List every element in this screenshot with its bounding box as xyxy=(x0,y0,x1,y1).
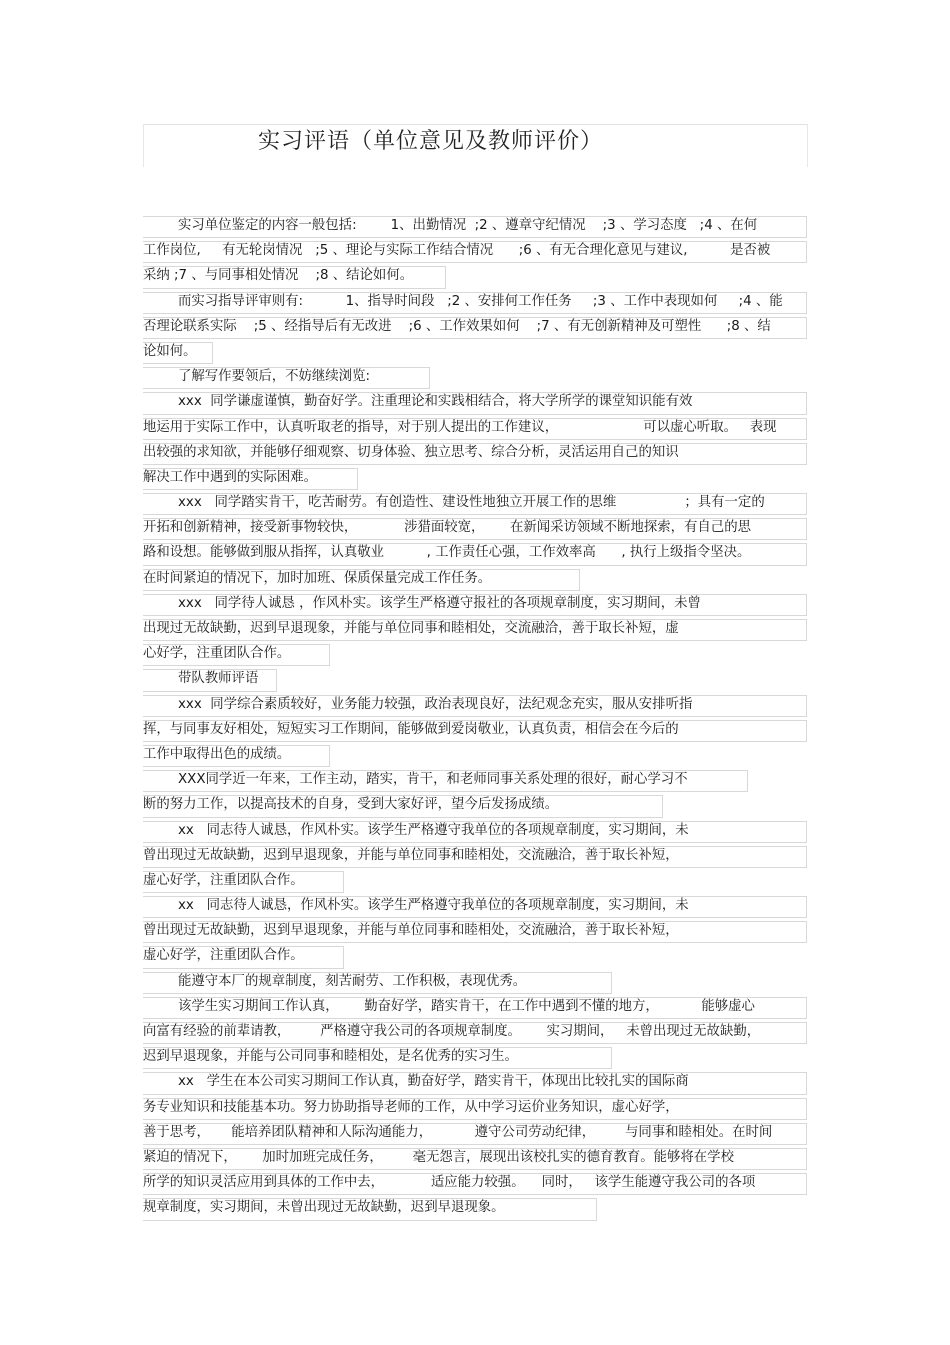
text-line: 向富有经验的前辈请教， 严格遵守我公司的各项规章制度。 实习期间， 未曾出现过无故缺勤， xyxy=(143,1020,807,1045)
text-line: 在时间紧迫的情况下，加时加班、保质保量完成工作任务。 xyxy=(143,567,807,592)
text-line: 虚心好学，注重团队合作。 xyxy=(143,869,807,894)
text-line: 虚心好学，注重团队合作。 xyxy=(143,944,807,969)
section-heading: 带队教师评语 xyxy=(143,667,807,692)
text-line: 论如何。 xyxy=(143,340,807,365)
text-line: 断的努力工作，以提高技术的自身，受到大家好评，望今后发扬成绩。 xyxy=(143,793,807,818)
text-line: 迟到早退现象，并能与公司同事和睦相处，是名优秀的实习生。 xyxy=(143,1045,807,1070)
text-line: 规章制度，实习期间，未曾出现过无故缺勤，迟到早退现象。 xyxy=(143,1196,807,1221)
text-line: 曾出现过无故缺勤，迟到早退现象，并能与单位同事和睦相处，交流融洽，善于取长补短， xyxy=(143,919,807,944)
text-line: 工作岗位, 有无轮岗情况 ;5 、理论与实际工作结合情况 ;6 、有无合理化意见与建议, 是否被 xyxy=(143,239,807,264)
text-line: 善于思考， 能培养团队精神和人际沟通能力， 遵守公司劳动纪律， 与同事和睦相处。在时间 xyxy=(143,1121,807,1146)
text-line: xxx 同学待人诚恳 ，作风朴实。该学生严格遵守报社的各项规章制度，实习期间，未曾 xyxy=(143,592,807,617)
text-line: 路和设想。能够做到服从指挥，认真敬业 , 工作责任心强，工作效率高 , 执行上级指令坚决。 xyxy=(143,541,807,566)
page-title: 实习评语（单位意见及教师评价） xyxy=(258,129,604,154)
text-line: 否理论联系实际 ;5 、经指导后有无改进 ;6 、工作效果如何 ;7 、有无创新精神及可塑性 ;8 、结 xyxy=(143,315,807,340)
text-line: xxx 同学综合素质较好，业务能力较强，政治表现良好，法纪观念充实，服从安排听指 xyxy=(143,693,807,718)
text-line: 开拓和创新精神，接受新事物较快， 涉猎面较宽， 在新闻采访领域不断地探索，有自己的思 xyxy=(143,516,807,541)
text-line: xx 同志待人诚恳，作风朴实。该学生严格遵守我单位的各项规章制度，实习期间，未 xyxy=(143,894,807,919)
text-line: 而实习指导评审则有: 1、指导时间段 ;2 、安排何工作任务 ;3 、工作中表现如何 ;4 、能 xyxy=(143,290,807,315)
text-line: 心好学，注重团队合作。 xyxy=(143,642,807,667)
text-line: xx 学生在本公司实习期间工作认真，勤奋好学，踏实肯干，体现出比较扎实的国际商 xyxy=(143,1070,807,1095)
text-line: 实习单位鉴定的内容一般包括: 1、出勤情况 ;2 、遵章守纪情况 ;3 、学习态度 ;4 、在何 xyxy=(143,214,807,239)
text-line: 解决工作中遇到的实际困难。 xyxy=(143,466,807,491)
text-line: 采纳 ;7 、与同事相处情况 ;8 、结论如何。 xyxy=(143,264,807,289)
document-body xyxy=(143,214,807,1222)
text-line: 出现过无故缺勤，迟到早退现象，并能与单位同事和睦相处，交流融洽，善于取长补短，虚 xyxy=(143,617,807,642)
text-line: 了解写作要领后，不妨继续浏览: xyxy=(143,365,807,390)
text-line: 能遵守本厂的规章制度，刻苦耐劳、工作积极，表现优秀。 xyxy=(143,970,807,995)
text-line: xx 同志待人诚恳，作风朴实。该学生严格遵守我单位的各项规章制度，实习期间，未 xyxy=(143,819,807,844)
text-line: XXX同学近一年来，工作主动，踏实，肯干，和老师同事关系处理的很好，耐心学习不 xyxy=(143,768,807,793)
text-line: 地运用于实际工作中，认真听取老的指导，对于别人提出的工作建议， 可以虚心听取。 表现 xyxy=(143,416,807,441)
text-line: 务专业知识和技能基本功。努力协助指导老师的工作，从中学习运价业务知识，虚心好学， xyxy=(143,1096,807,1121)
text-line: 该学生实习期间工作认真， 勤奋好学，踏实肯干，在工作中遇到不懂的地方， 能够虚心 xyxy=(143,995,807,1020)
text-line: xxx 同学谦虚谨慎，勤奋好学。注重理论和实践相结合，将大学所学的课堂知识能有效 xyxy=(143,390,807,415)
text-line: 所学的知识灵活应用到具体的工作中去， 适应能力较强。 同时， 该学生能遵守我公司的各项 xyxy=(143,1171,807,1196)
text-line: 紧迫的情况下， 加时加班完成任务， 毫无怨言，展现出该校扎实的德育教育。能够将在学校 xyxy=(143,1146,807,1171)
text-line: xxx 同学踏实肯干，吃苦耐劳。有创造性、建设性地独立开展工作的思维 ；具有一定的 xyxy=(143,491,807,516)
text-line: 挥，与同事友好相处，短短实习工作期间，能够做到爱岗敬业，认真负责，相信会在今后的 xyxy=(143,718,807,743)
text-line: 工作中取得出色的成绩。 xyxy=(143,743,807,768)
text-line: 曾出现过无故缺勤，迟到早退现象，并能与单位同事和睦相处，交流融洽，善于取长补短， xyxy=(143,844,807,869)
text-line: 出较强的求知欲，并能够仔细观察、切身体验、独立思考、综合分析，灵活运用自己的知识 xyxy=(143,441,807,466)
